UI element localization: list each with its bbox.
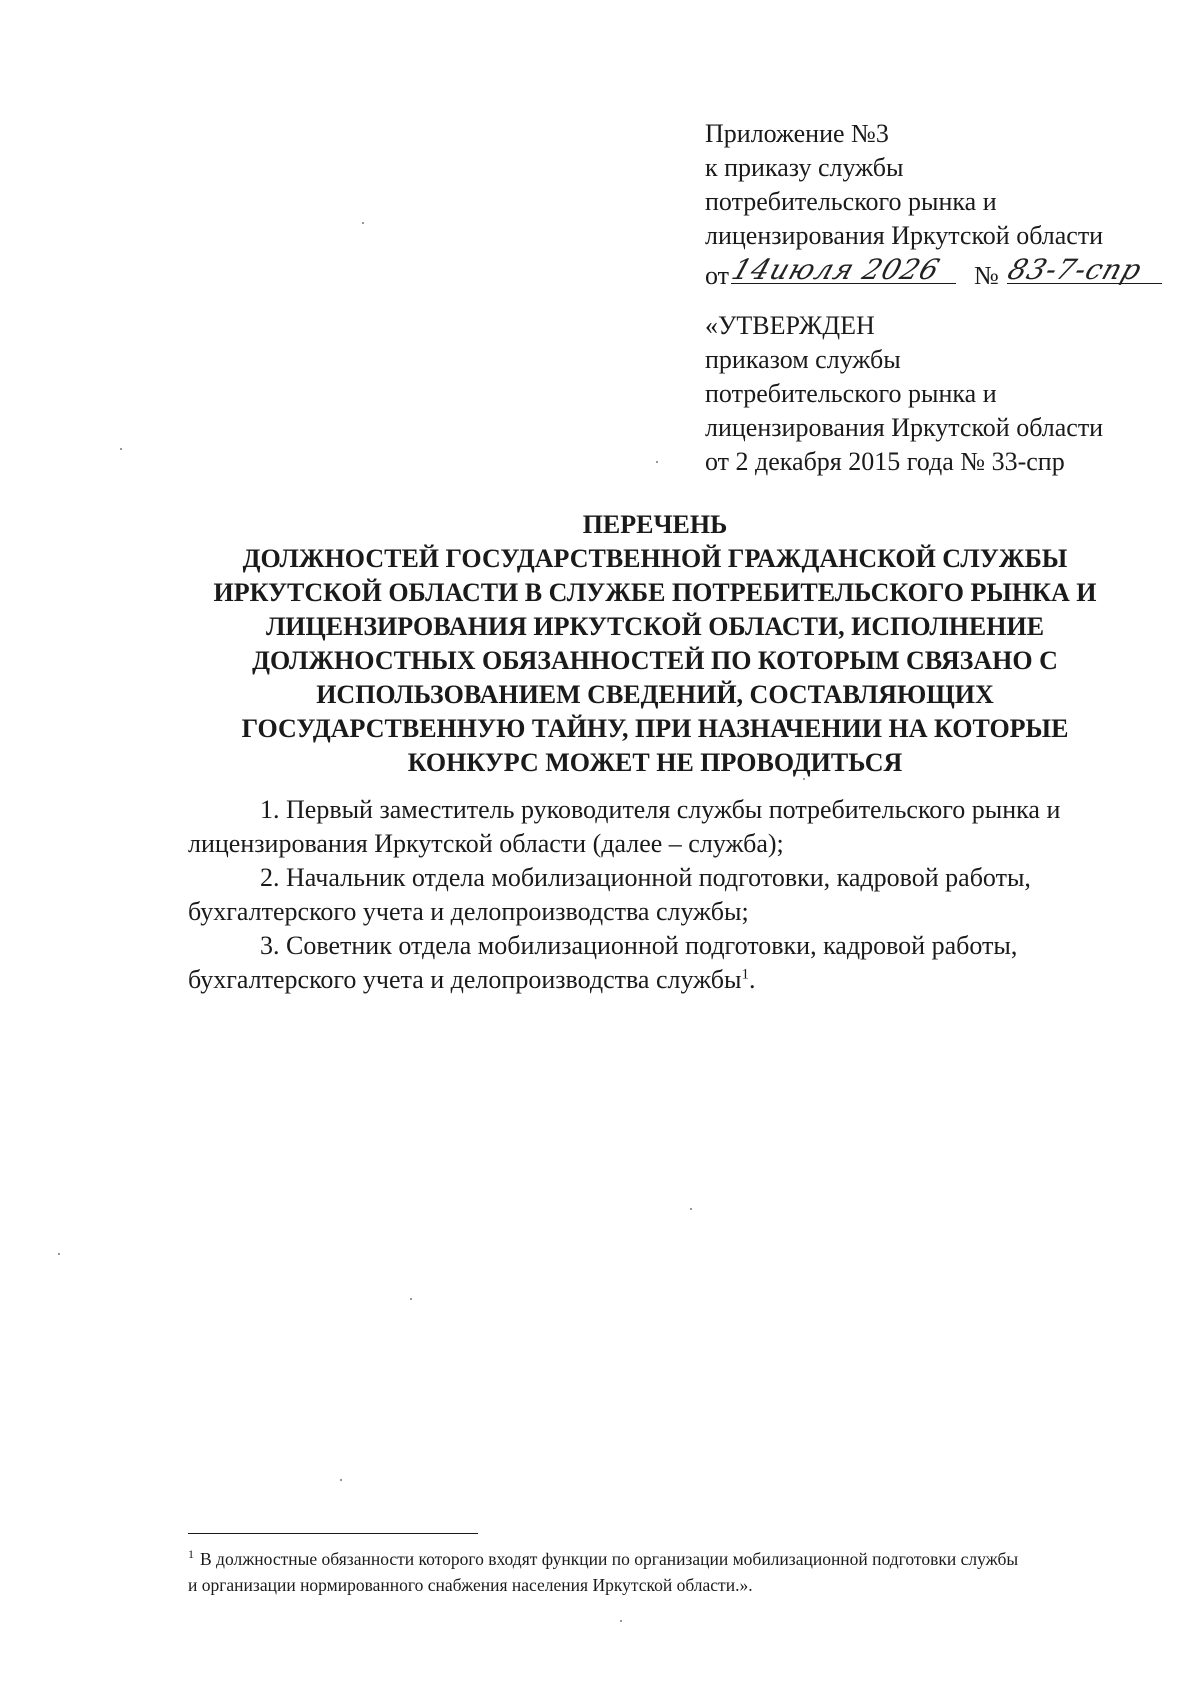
footnote-text-1: В должностные обязанности которого входят функции по организации мобилизационной подготовки службы <box>200 1549 1019 1569</box>
footnote-line-1 <box>188 1546 1178 1572</box>
footnote-marker: 1 <box>188 1547 194 1562</box>
list-item-first-line: 3. Советник отдела мобилизационной подготовки, кадровой работы, <box>260 931 1018 960</box>
list-item-continuation <box>188 963 1168 997</box>
list-item <box>188 929 1168 997</box>
title-line-8: КОНКУРС МОЖЕТ НЕ ПРОВОДИТЬСЯ <box>407 748 903 777</box>
footnote <box>188 1546 1178 1598</box>
list-item-continuation: лицензирования Иркутской области (далее – служба); <box>188 829 784 858</box>
document-title <box>150 508 1160 780</box>
list-item-trailing-punct: . <box>748 965 756 994</box>
scan-speck <box>58 1253 60 1255</box>
list-item-first-line: 2. Начальник отдела мобилизационной подготовки, кадровой работы, <box>260 863 1031 892</box>
footnote-separator <box>188 1533 478 1534</box>
positions-list <box>188 793 1168 997</box>
scan-speck <box>362 222 364 224</box>
title-line-7: ГОСУДАРСТВЕННУЮ ТАЙНУ, ПРИ НАЗНАЧЕНИИ НА КОТОРЫЕ <box>241 714 1069 743</box>
appendix-line-3: потребительского рынка и <box>705 187 997 216</box>
title-line-1: ПЕРЕЧЕНЬ <box>582 510 728 539</box>
scan-speck <box>620 1620 622 1622</box>
number-label: № <box>974 261 999 290</box>
appendix-line-4: лицензирования Иркутской области <box>705 221 1104 250</box>
footnote-reference[interactable]: 1 <box>741 966 749 983</box>
list-item-continuation-text: бухгалтерского учета и делопроизводства службы <box>188 965 742 994</box>
title-line-4: ЛИЦЕНЗИРОВАНИЯ ИРКУТСКОЙ ОБЛАСТИ, ИСПОЛНЕНИЕ <box>265 612 1045 641</box>
scan-speck <box>656 461 658 463</box>
appendix-line-1: Приложение №3 <box>705 119 889 148</box>
appendix-date-line <box>705 253 1175 290</box>
approved-line-5: от 2 декабря 2015 года № 33-спр <box>705 447 1065 476</box>
appendix-block <box>705 117 1175 290</box>
date-blank <box>727 253 956 286</box>
approved-line-3: потребительского рынка и <box>705 379 997 408</box>
title-line-5: ДОЛЖНОСТНЫХ ОБЯЗАННОСТЕЙ ПО КОТОРЫМ СВЯЗАНО С <box>252 646 1058 675</box>
list-item-continuation: бухгалтерского учета и делопроизводства службы; <box>188 897 749 926</box>
list-item <box>188 861 1168 929</box>
scan-speck <box>410 1298 412 1300</box>
handwritten-number: 83-7-спр <box>1003 253 1147 286</box>
appendix-line-2: к приказу службы <box>705 153 904 182</box>
title-line-2: ДОЛЖНОСТЕЙ ГОСУДАРСТВЕННОЙ ГРАЖДАНСКОЙ СЛУЖБЫ <box>242 544 1068 573</box>
list-item <box>188 793 1168 861</box>
approved-line-1: «УТВЕРЖДЕН <box>705 311 875 340</box>
list-item-first-line: 1. Первый заместитель руководителя службы потребительского рынка и <box>260 795 1061 824</box>
handwritten-date: 14июля 2026 <box>727 253 945 286</box>
scan-speck <box>340 1479 342 1481</box>
approved-block <box>705 309 1175 479</box>
scan-speck <box>120 448 122 450</box>
approved-line-2: приказом службы <box>705 345 901 374</box>
number-blank <box>1003 253 1162 286</box>
date-prefix: от <box>705 261 730 290</box>
title-line-3: ИРКУТСКОЙ ОБЛАСТИ В СЛУЖБЕ ПОТРЕБИТЕЛЬСКОГО РЫНКА И <box>213 578 1097 607</box>
approved-line-4: лицензирования Иркутской области <box>705 413 1104 442</box>
scan-speck <box>690 1208 692 1210</box>
scan-speck <box>803 778 805 780</box>
title-line-6: ИСПОЛЬЗОВАНИЕМ СВЕДЕНИЙ, СОСТАВЛЯЮЩИХ <box>316 680 994 709</box>
footnote-line-2: и организации нормированного снабжения населения Иркутской области.». <box>188 1575 753 1595</box>
